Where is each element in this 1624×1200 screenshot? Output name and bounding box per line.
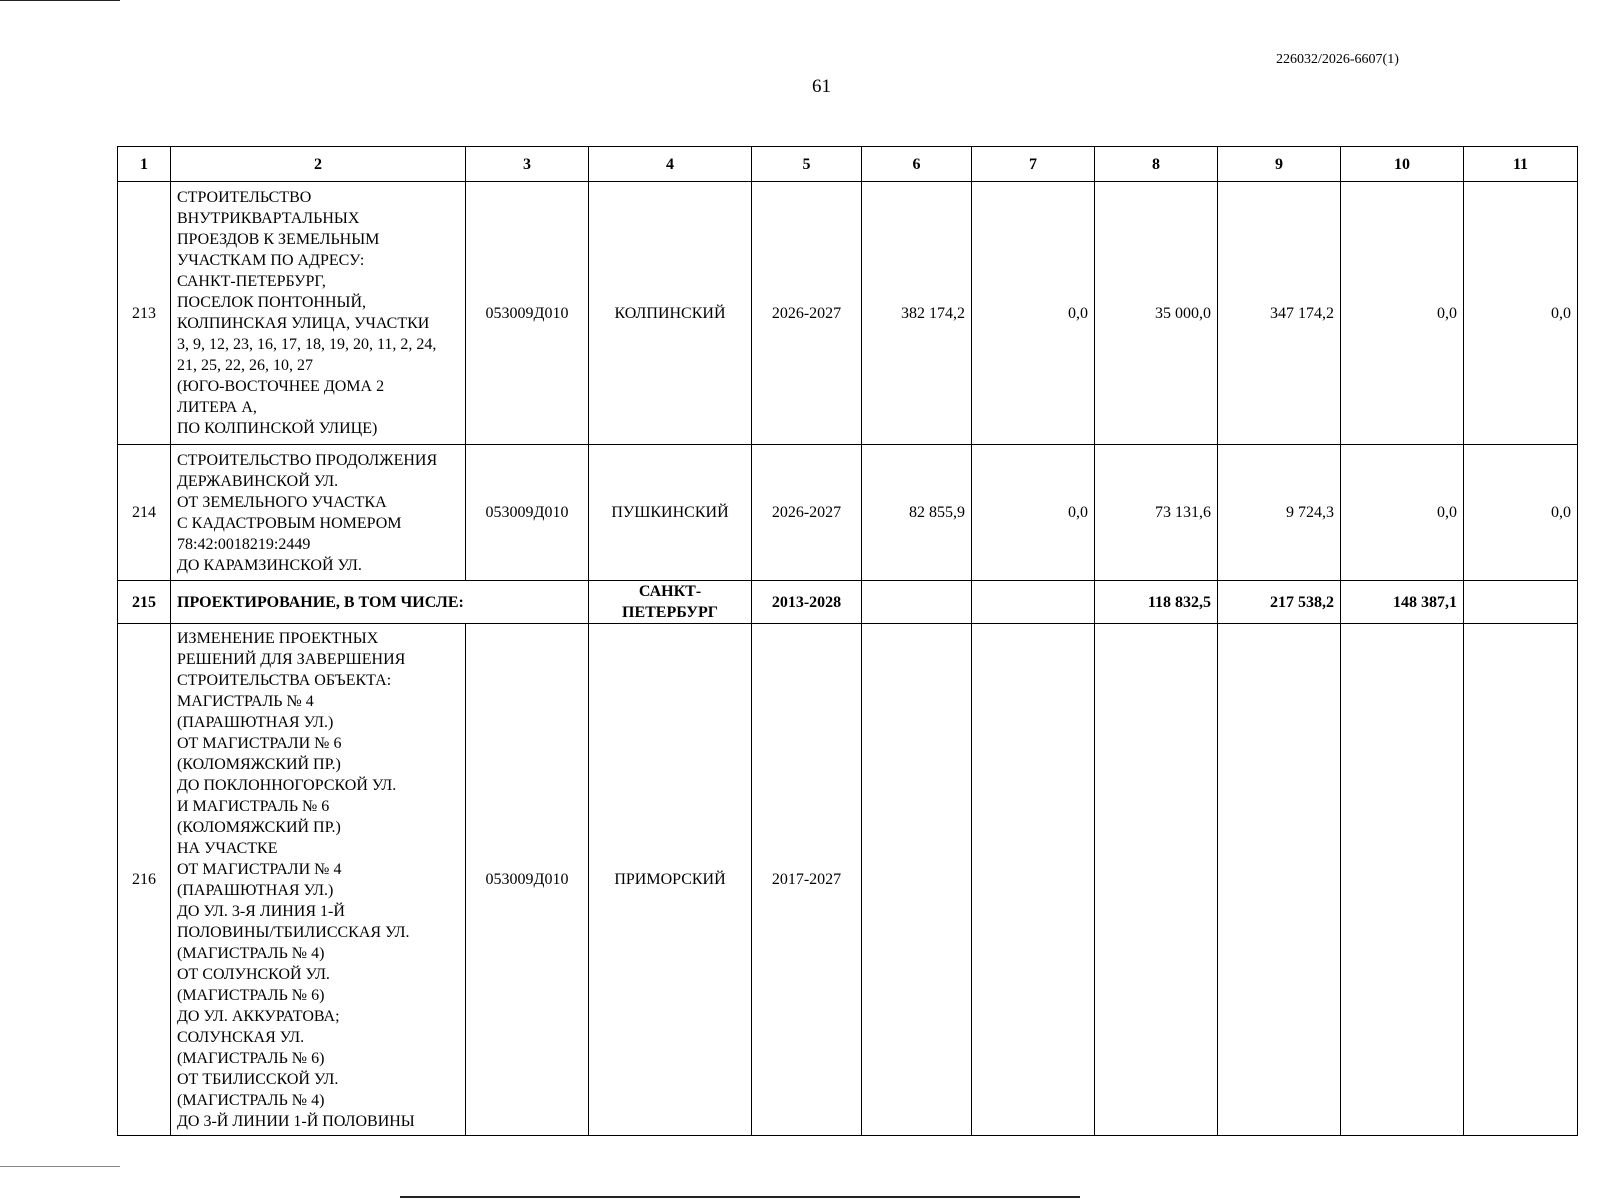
row-title-line: РЕШЕНИЙ ДЛЯ ЗАВЕРШЕНИЯ	[177, 650, 406, 668]
column-header: 11	[1464, 147, 1578, 182]
row-title-line: ВНУТРИКВАРТАЛЬНЫХ	[177, 210, 360, 227]
row-title-line: (МАГИСТРАЛЬ № 4)	[177, 944, 325, 962]
row-title	[171, 182, 466, 445]
value-col-11	[1464, 581, 1578, 624]
row-title-line: (МАГИСТРАЛЬ № 6)	[177, 986, 325, 1004]
row-title-line: 78:42:0018219:2449	[177, 535, 311, 553]
budget-code: 053009Д010	[466, 445, 589, 581]
row-title-line: САНКТ-ПЕТЕРБУРГ,	[177, 273, 326, 290]
row-title-line: ОТ МАГИСТРАЛИ № 6	[177, 734, 342, 752]
row-title-line: СТРОИТЕЛЬСТВО	[177, 189, 312, 206]
row-title-line: ПОЛОВИНЫ/ТБИЛИССКАЯ УЛ.	[177, 923, 410, 941]
value-col-8: 118 832,5	[1095, 581, 1218, 624]
row-number: 216	[118, 624, 171, 1136]
row-title-line: ДО УЛ. 3-Я ЛИНИЯ 1-Й	[177, 902, 345, 920]
row-title-line: ПРОЕЗДОВ К ЗЕМЕЛЬНЫМ	[177, 231, 380, 248]
row-title-line: КОЛПИНСКАЯ УЛИЦА, УЧАСТКИ	[177, 315, 430, 332]
value-col-11: 0,0	[1464, 182, 1578, 445]
row-title	[171, 445, 466, 581]
row-number: 214	[118, 445, 171, 581]
value-col-7	[972, 624, 1095, 1136]
row-title-line: ДО УЛ. АККУРАТОВА;	[177, 1007, 340, 1025]
row-title-line: ПОСЕЛОК ПОНТОННЫЙ,	[177, 294, 367, 311]
row-title-line: 21, 25, 22, 26, 10, 27	[177, 357, 313, 374]
row-title-line: УЧАСТКАМ ПО АДРЕСУ:	[177, 252, 365, 269]
row-title-line: (КОЛОМЯЖСКИЙ ПР.)	[177, 818, 341, 836]
period: 2013-2028	[752, 581, 862, 624]
page-number: 61	[812, 76, 831, 97]
table-row	[118, 445, 1578, 581]
document-number: 226032/2026-6607(1)	[1276, 52, 1399, 67]
column-header: 6	[862, 147, 972, 182]
budget-code: 053009Д010	[466, 182, 589, 445]
value-col-6	[862, 624, 972, 1136]
budget-table	[117, 146, 1578, 1136]
row-number: 213	[118, 182, 171, 445]
scan-artifact-line	[0, 0, 120, 1]
value-col-10: 148 387,1	[1341, 581, 1464, 624]
row-title-line: ДО 3-Й ЛИНИИ 1-Й ПОЛОВИНЫ	[177, 1112, 415, 1130]
column-header: 9	[1218, 147, 1341, 182]
period: 2026-2027	[752, 445, 862, 581]
column-header: 1	[118, 147, 171, 182]
column-header: 2	[171, 147, 466, 182]
row-title-line: (МАГИСТРАЛЬ № 4)	[177, 1091, 325, 1109]
column-header: 10	[1341, 147, 1464, 182]
table-row-summary	[118, 581, 1578, 624]
row-title-line: ОТ СОЛУНСКОЙ УЛ.	[177, 965, 330, 983]
row-title-line: (КОЛОМЯЖСКИЙ ПР.)	[177, 755, 341, 773]
value-col-11	[1464, 624, 1578, 1136]
row-title-line: 3, 9, 12, 23, 16, 17, 18, 19, 20, 11, 2, 24,	[177, 336, 437, 353]
table-header-row	[118, 147, 1578, 182]
row-title-line: (ПАРАШЮТНАЯ УЛ.)	[177, 713, 334, 731]
value-col-6: 82 855,9	[862, 445, 972, 581]
row-title-line: ОТ ЗЕМЕЛЬНОГО УЧАСТКА	[177, 493, 387, 511]
value-col-7: 0,0	[972, 445, 1095, 581]
row-title	[171, 624, 466, 1136]
value-col-7: 0,0	[972, 182, 1095, 445]
row-title-line: ДО ПОКЛОННОГОРСКОЙ УЛ.	[177, 776, 397, 794]
value-col-7	[972, 581, 1095, 624]
row-title-line: (ПАРАШЮТНАЯ УЛ.)	[177, 881, 334, 899]
budget-code: 053009Д010	[466, 624, 589, 1136]
value-col-10: 0,0	[1341, 445, 1464, 581]
row-title-line: И МАГИСТРАЛЬ № 6	[177, 797, 330, 815]
value-col-11: 0,0	[1464, 445, 1578, 581]
scan-artifact-line	[400, 1196, 1080, 1198]
value-col-8: 73 131,6	[1095, 445, 1218, 581]
column-header: 4	[589, 147, 752, 182]
value-col-10	[1341, 624, 1464, 1136]
column-header: 5	[752, 147, 862, 182]
row-title-line: ДО КАРАМЗИНСКОЙ УЛ.	[177, 556, 362, 574]
column-header: 8	[1095, 147, 1218, 182]
row-title-line: ИЗМЕНЕНИЕ ПРОЕКТНЫХ	[177, 629, 379, 647]
value-col-9: 347 174,2	[1218, 182, 1341, 445]
row-title-line: ОТ ТБИЛИССКОЙ УЛ.	[177, 1070, 339, 1088]
district: ПРИМОРСКИЙ	[589, 624, 752, 1136]
period: 2017-2027	[752, 624, 862, 1136]
value-col-9: 9 724,3	[1218, 445, 1341, 581]
row-title-line: СТРОИТЕЛЬСТВО ПРОДОЛЖЕНИЯ	[177, 451, 438, 469]
row-title-line: НА УЧАСТКЕ	[177, 839, 278, 857]
row-title: ПРОЕКТИРОВАНИЕ, В ТОМ ЧИСЛЕ:	[171, 581, 589, 624]
district: САНКТ-ПЕТЕРБУРГ	[589, 581, 752, 624]
row-title-line: МАГИСТРАЛЬ № 4	[177, 692, 314, 710]
row-title-line: ЛИТЕРА А,	[177, 399, 257, 416]
district: ПУШКИНСКИЙ	[589, 445, 752, 581]
value-col-8	[1095, 624, 1218, 1136]
row-title-line: С КАДАСТРОВЫМ НОМЕРОМ	[177, 514, 402, 532]
row-title-line: ПО КОЛПИНСКОЙ УЛИЦЕ)	[177, 420, 378, 437]
row-title-line: (ЮГО-ВОСТОЧНЕЕ ДОМА 2	[177, 378, 385, 395]
row-title-line: (МАГИСТРАЛЬ № 6)	[177, 1049, 325, 1067]
value-col-6	[862, 581, 972, 624]
row-title-line: СТРОИТЕЛЬСТВА ОБЪЕКТА:	[177, 671, 392, 689]
row-title-line: ОТ МАГИСТРАЛИ № 4	[177, 860, 342, 878]
scan-artifact-line	[0, 1166, 120, 1167]
table-row	[118, 182, 1578, 445]
value-col-10: 0,0	[1341, 182, 1464, 445]
row-number: 215	[118, 581, 171, 624]
table-row	[118, 624, 1578, 1136]
value-col-9: 217 538,2	[1218, 581, 1341, 624]
value-col-8: 35 000,0	[1095, 182, 1218, 445]
period: 2026-2027	[752, 182, 862, 445]
column-header: 3	[466, 147, 589, 182]
row-title-line: ДЕРЖАВИНСКОЙ УЛ.	[177, 472, 339, 490]
district: КОЛПИНСКИЙ	[589, 182, 752, 445]
row-title-line: СОЛУНСКАЯ УЛ.	[177, 1028, 305, 1046]
value-col-6: 382 174,2	[862, 182, 972, 445]
column-header: 7	[972, 147, 1095, 182]
value-col-9	[1218, 624, 1341, 1136]
